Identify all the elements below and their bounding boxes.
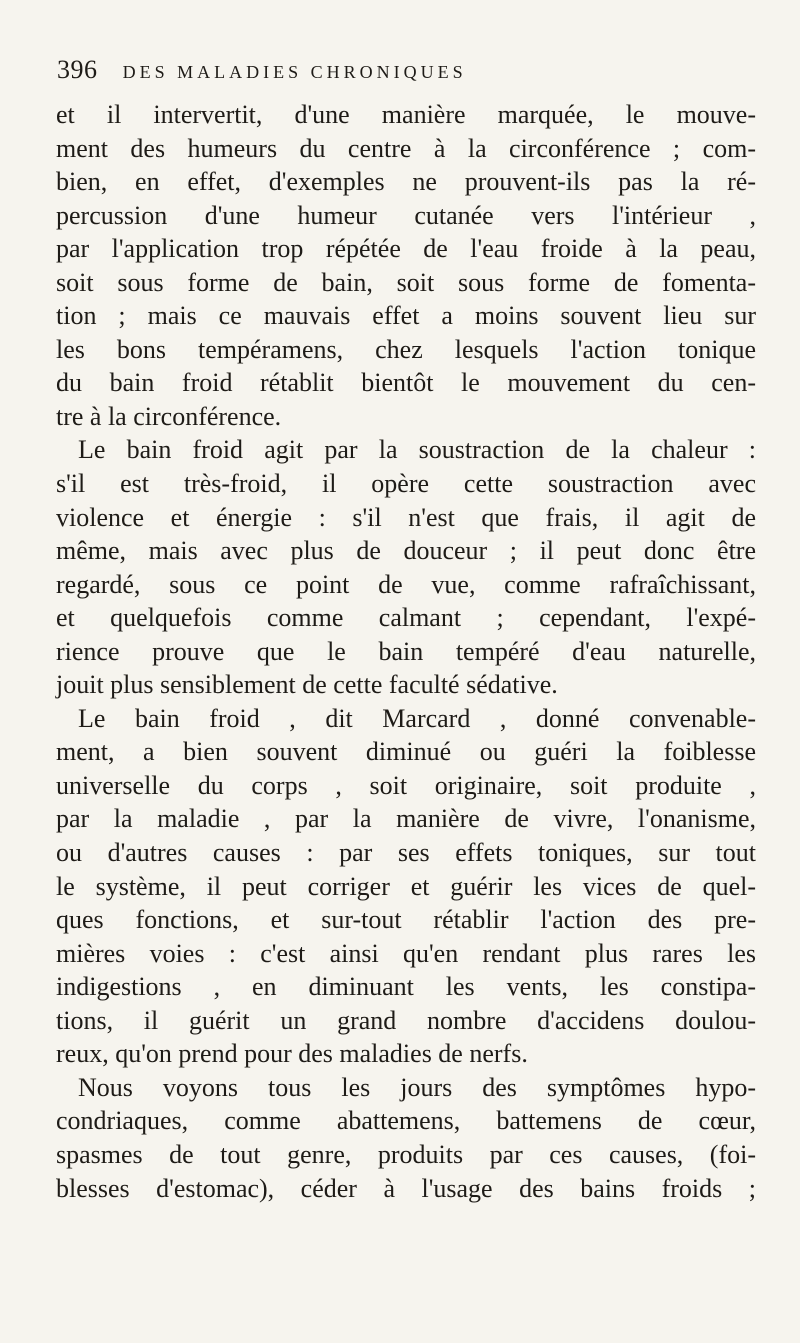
text-line: ment des humeurs du centre à la circonférence ; com- [56,133,756,163]
text-line: le système, il peut corriger et guérir les vices de quel- [56,871,756,901]
text-line: et il intervertit, d'une manière marquée, le mouve- [56,100,756,129]
text-line: s'il est très-froid, il opère cette soustraction avec [56,469,756,499]
text-line: universelle du corps , soit originaire, soit produite , [56,770,756,800]
text-line: du bain froid rétablit bientôt le mouvement du cen- [56,368,756,398]
text-line: Nous voyons tous les jours des symptômes hypo- [78,1072,756,1102]
text-line: même, mais avec plus de douceur ; il peut donc être [56,536,756,566]
text-line: mières voies : c'est ainsi qu'en rendant plus rares les [56,938,756,968]
text-line: et quelquefois comme calmant ; cependant, l'expé- [56,603,756,633]
text-line: ou d'autres causes : par ses effets toniques, sur tout [56,838,756,868]
text-line: tre à la circonférence. [56,401,282,431]
text-line: violence et énergie : s'il n'est que frais, il agit de [56,502,756,532]
text-line: bien, en effet, d'exemples ne prouvent-ils pas la ré- [56,167,756,197]
text-line: reux, qu'on prend pour des maladies de nerfs. [56,1039,528,1069]
text-line: indigestions , en diminuant les vents, les constipa- [56,972,756,1002]
text-line: tions, il guérit un grand nombre d'accidens doulou- [56,1005,756,1035]
text-line: blesses d'estomac), céder à l'usage des bains froids ; [56,1173,756,1203]
text-line: rience prouve que le bain tempéré d'eau naturelle, [56,636,756,666]
text-line: condriaques, comme abattemens, battemens de cœur, [56,1106,756,1136]
text-line: soit sous forme de bain, soit sous forme de fomenta- [56,267,756,297]
running-header [57,55,697,95]
text-line: tion ; mais ce mauvais effet a moins souvent lieu sur [56,301,756,331]
page-number: 396 [57,55,98,84]
body-text [56,98,756,1205]
text-line: par la maladie , par la manière de vivre, l'onanisme, [56,804,756,834]
text-line: ques fonctions, et sur-tout rétablir l'action des pre- [56,905,756,935]
text-line: Le bain froid agit par la soustraction de la chaleur : [78,435,756,465]
text-line: par l'application trop répétée de l'eau froide à la peau, [56,234,756,264]
text-line: regardé, sous ce point de vue, comme rafraîchissant, [56,569,756,599]
text-line: les bons tempéramens, chez lesquels l'action tonique [56,334,756,364]
text-line: spasmes de tout genre, produits par ces causes, (foi- [56,1139,756,1169]
text-line: percussion d'une humeur cutanée vers l'intérieur , [56,200,756,230]
text-line: jouit plus sensiblement de cette faculté sédative. [56,670,558,700]
text-line: Le bain froid , dit Marcard , donné convenable- [78,703,756,733]
running-title: DES MALADIES CHRONIQUES [122,62,467,82]
text-line: ment, a bien souvent diminué ou guéri la foiblesse [56,737,756,767]
